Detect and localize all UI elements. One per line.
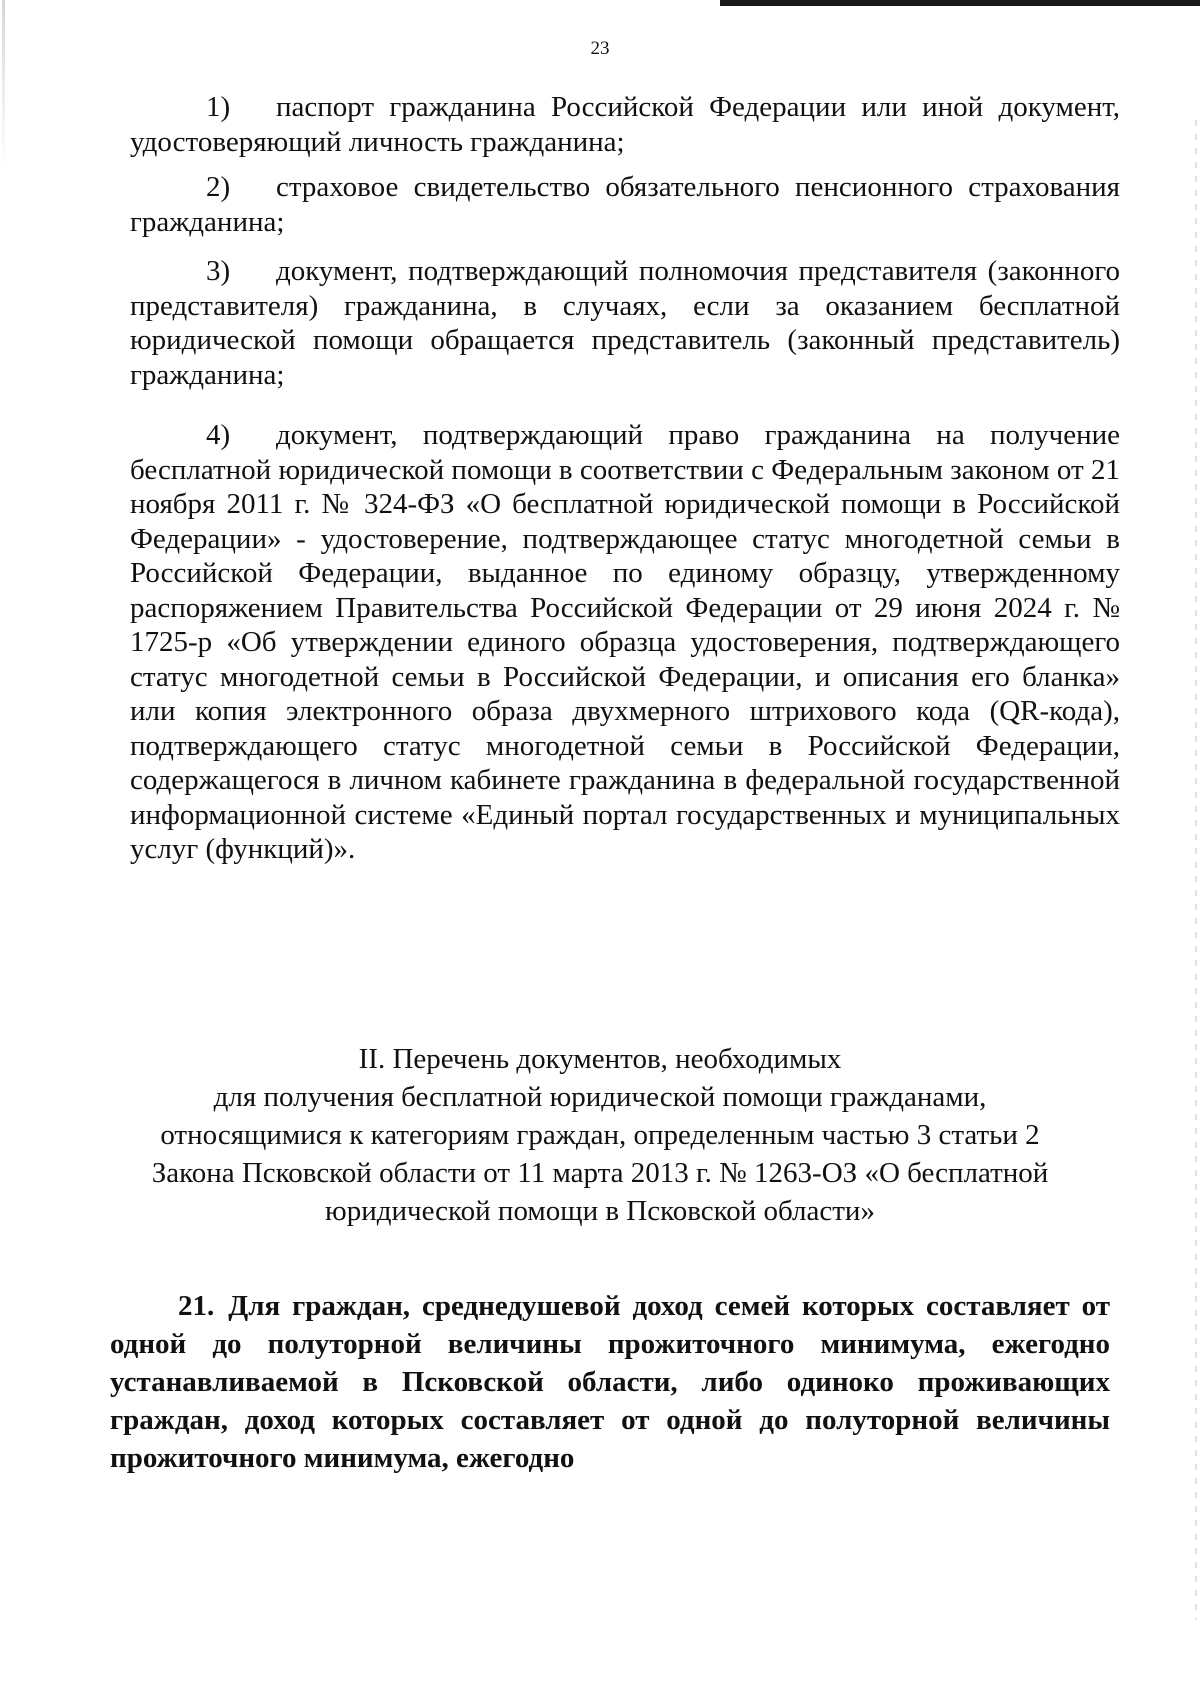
- scan-border-top: [720, 0, 1200, 6]
- list-item-2: [130, 170, 1120, 239]
- section-heading-line: юридической помощи в Псковской области»: [325, 1195, 875, 1227]
- list-item-text: документ, подтверждающий полномочия представителя (законного представителя) гражданина, в случаях, если за оказанием бесплатной юридической помощи обращается представитель (законный представитель) гражданина;: [130, 255, 1120, 391]
- list-item-number: 3): [206, 255, 231, 287]
- paragraph-number: 21.: [178, 1290, 215, 1322]
- list-item-text: страховое свидетельство обязательного пенсионного страхования гражданина;: [130, 171, 1120, 238]
- list-item-number: 4): [206, 419, 231, 451]
- section-heading-line: для получения бесплатной юридической помощи гражданами,: [213, 1081, 987, 1113]
- paragraph-21: [110, 1287, 1110, 1477]
- section-heading-line: Закона Псковской области от 11 марта 2013 г. № 1263-ОЗ «О бесплатной: [151, 1157, 1049, 1189]
- list-item-number: 2): [206, 171, 231, 203]
- list-item-number: 1): [206, 91, 231, 123]
- section-heading-line: относящимися к категориям граждан, определенным частью 3 статьи 2: [160, 1119, 1040, 1151]
- page-number: 23: [590, 38, 610, 59]
- paragraph-text: Для граждан, среднедушевой доход семей которых составляет от одной до полуторной величины прожиточного минимума, ежегодно устанавливаемой в Псковской области, либо одиноко проживающих граждан, доход которых составляет от одной до полуторной величины прожиточного минимума, ежегодно: [110, 1290, 1110, 1474]
- section-heading: [100, 1040, 1100, 1230]
- section-heading-line: II. Перечень документов, необходимых: [358, 1043, 842, 1075]
- scan-border-left: [2, 0, 5, 170]
- list-item-1: [130, 90, 1120, 159]
- list-item-3: [130, 254, 1120, 392]
- scan-border-right: [1195, 120, 1197, 1620]
- list-item-text: документ, подтверждающий право гражданина на получение бесплатной юридической помощи в соответствии с Федеральным законом от 21 ноября 2011 г. № 324-ФЗ «О бесплатной юридической помощи в Российской Федерации» - удостоверение, подтверждающее статус многодетной семьи в Российской Федерации, выданное по единому образцу, утвержденному распоряжением Правительства Российской Федерации от 29 июня 2024 г. № 1725-р «Об утверждении единого образца удостоверения, подтверждающего статус многодетной семьи в Российской Федерации, и описания его бланка» или копия электронного образа двухмерного штрихового кода (QR-кода), подтверждающего статус многодетной семьи в Российской Федерации, содержащегося в личном кабинете гражданина в федеральной государственной информационной системе «Единый портал государственных и муниципальных услуг (функций)».: [130, 419, 1120, 865]
- list-item-4: [130, 418, 1120, 867]
- list-item-text: паспорт гражданина Российской Федерации или иной документ, удостоверяющий личность гражданина;: [130, 91, 1120, 158]
